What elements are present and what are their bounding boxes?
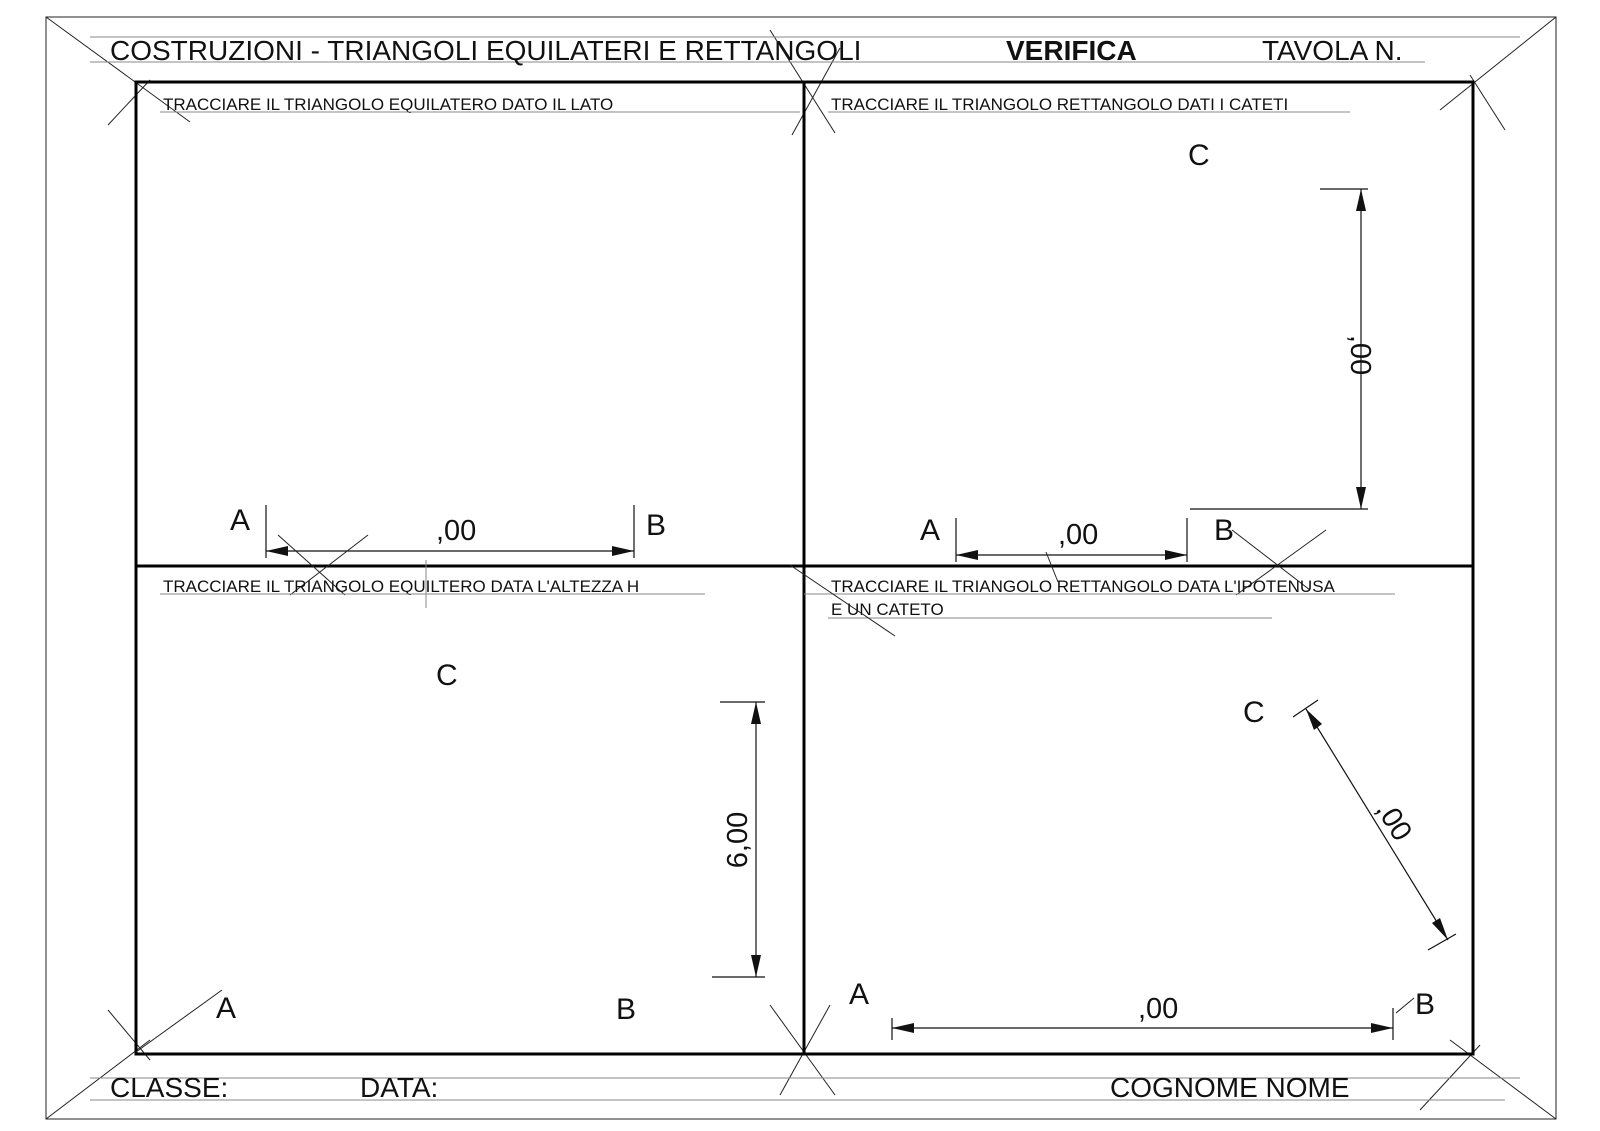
panel-bottom-right	[790, 565, 1456, 1040]
dimension-height-bottom-left: 6,00	[722, 811, 754, 869]
corner-diagonals	[46, 17, 1556, 1119]
instruction-bottom-right-line2: E UN CATETO	[831, 600, 944, 619]
panel-bottom-left	[136, 577, 765, 1052]
sheet-border	[46, 17, 1556, 1119]
data-label: DATA:	[360, 1072, 439, 1103]
dimension-base-bottom-right: ,00	[1138, 993, 1179, 1025]
point-a-bottom-left: A	[216, 992, 237, 1025]
dimension-base-top-right: ,00	[1058, 519, 1099, 551]
tavola-label: TAVOLA N.	[1262, 35, 1403, 66]
panel-top-right	[828, 95, 1376, 595]
point-c-bottom-left: C	[436, 659, 458, 692]
instruction-top-right: TRACCIARE IL TRIANGOLO RETTANGOLO DATI I CATETI	[831, 95, 1289, 114]
instruction-bottom-right-line1: TRACCIARE IL TRIANGOLO RETTANGOLO DATA L'IPOTENUSA	[831, 577, 1335, 596]
cognome-nome-label: COGNOME NOME	[1110, 1072, 1350, 1103]
point-a-bottom-right: A	[849, 978, 870, 1011]
instruction-bottom-left: TRACCIARE IL TRIANGOLO EQUILTERO DATA L'ALTEZZA H	[163, 577, 640, 596]
point-b-bottom-left: B	[616, 993, 637, 1026]
verifica-label: VERIFICA	[1006, 35, 1137, 66]
point-b-top-left: B	[646, 509, 667, 542]
point-b-bottom-right: B	[1415, 988, 1436, 1021]
point-c-top-right: C	[1188, 139, 1210, 172]
panel-top-left	[160, 95, 800, 608]
dimension-height-top-right: ,00	[1344, 334, 1376, 376]
point-a-top-left: A	[230, 504, 251, 537]
point-b-top-right: B	[1214, 514, 1235, 547]
dimension-side-top-left: ,00	[436, 515, 477, 547]
dimension-hyp-bottom-right: ,00	[1369, 795, 1418, 847]
point-c-bottom-right: C	[1243, 696, 1265, 729]
instruction-top-left: TRACCIARE IL TRIANGOLO EQUILATERO DATO IL LATO	[163, 95, 614, 114]
point-a-top-right: A	[920, 514, 941, 547]
sheet-title: COSTRUZIONI - TRIANGOLI EQUILATERI E RETTANGOLI	[110, 35, 862, 66]
classe-label: CLASSE:	[110, 1072, 229, 1103]
